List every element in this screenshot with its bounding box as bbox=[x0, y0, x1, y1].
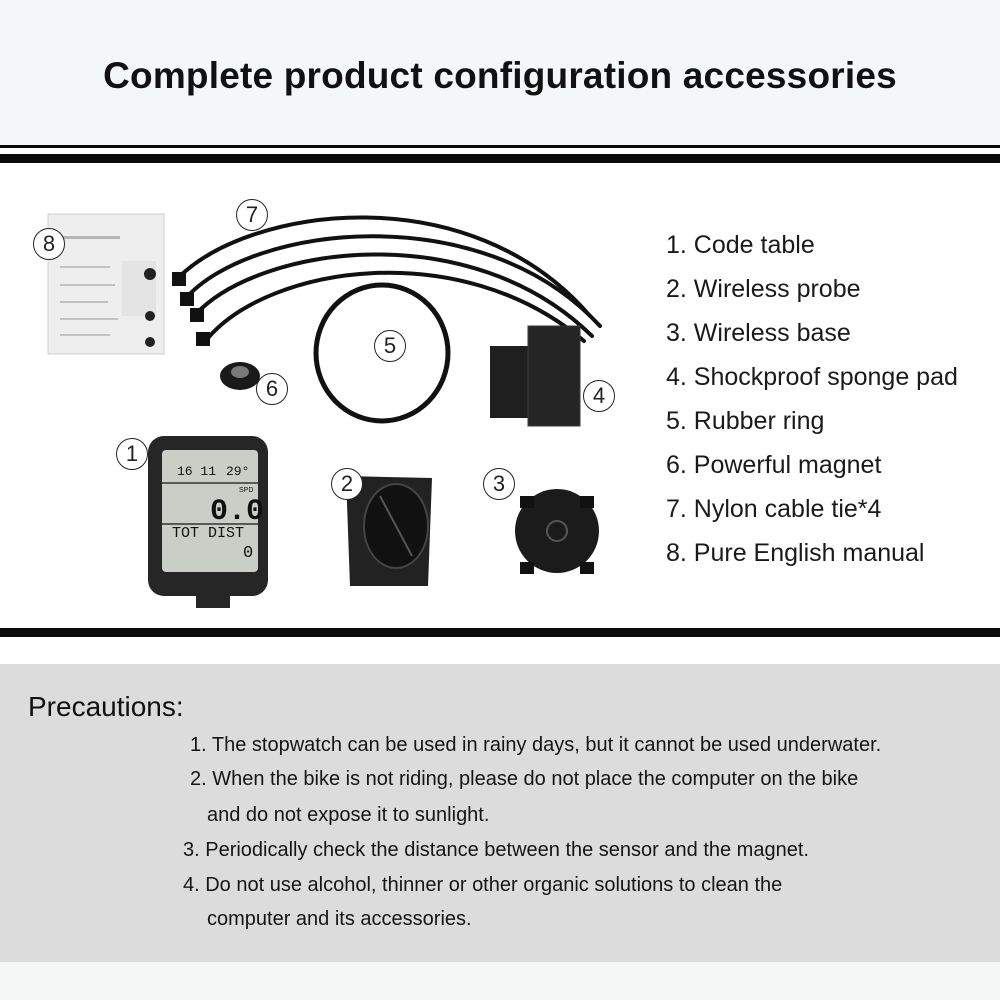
legend-item: 2. Wireless probe bbox=[666, 275, 861, 303]
legend-item: 1. Code table bbox=[666, 231, 815, 259]
legend-item: 7. Nylon cable tie*4 bbox=[666, 495, 882, 523]
precaution-line: 4. Do not use alcohol, thinner or other organic solutions to clean the bbox=[183, 874, 783, 896]
legend-item: 4. Shockproof sponge pad bbox=[666, 363, 958, 391]
bike-computer-image bbox=[148, 436, 268, 608]
precautions-section bbox=[0, 664, 1000, 962]
wireless-base-image bbox=[515, 489, 599, 574]
badge-5: 5 bbox=[374, 330, 406, 362]
legend-item: 6. Powerful magnet bbox=[666, 451, 882, 479]
product-photo-area bbox=[0, 166, 1000, 628]
device-dist-value: 0 bbox=[243, 544, 254, 563]
legend-item: 5. Rubber ring bbox=[666, 407, 825, 435]
nylon-cable-ties-image bbox=[178, 217, 600, 341]
device-dist-label: TOT DIST bbox=[172, 525, 245, 542]
device-temp: 29° bbox=[226, 464, 250, 479]
english-manual-image bbox=[48, 214, 164, 354]
device-spd-label: SPD bbox=[239, 487, 254, 494]
accessory-legend bbox=[666, 228, 958, 580]
sponge-pad-image bbox=[490, 326, 580, 426]
badge-4: 4 bbox=[583, 380, 615, 412]
header-band bbox=[0, 0, 1000, 145]
badge-7: 7 bbox=[236, 199, 268, 231]
footer-band bbox=[0, 962, 1000, 1000]
bottom-rule-thick bbox=[0, 628, 1000, 637]
badge-1: 1 bbox=[116, 438, 148, 470]
precaution-line: 1. The stopwatch can be used in rainy days, but it cannot be used underwater. bbox=[190, 734, 882, 756]
badge-8: 8 bbox=[33, 228, 65, 260]
badge-3: 3 bbox=[483, 468, 515, 500]
precaution-line: and do not expose it to sunlight. bbox=[207, 804, 490, 826]
page-title: Complete product configuration accessories bbox=[103, 55, 897, 96]
precaution-line: computer and its accessories. bbox=[207, 908, 472, 930]
legend-item: 3. Wireless base bbox=[666, 319, 851, 347]
precaution-line: 3. Periodically check the distance between the sensor and the magnet. bbox=[183, 839, 809, 861]
precautions-title: Precautions: bbox=[28, 691, 184, 722]
top-rule-thick bbox=[0, 154, 1000, 163]
magnet-image bbox=[220, 362, 260, 390]
badge-2: 2 bbox=[331, 468, 363, 500]
device-speed: 0.0 bbox=[210, 495, 265, 529]
precaution-line: 2. When the bike is not riding, please do not place the computer on the bike bbox=[190, 768, 859, 790]
badge-6: 6 bbox=[256, 373, 288, 405]
device-time: 16 11 bbox=[177, 464, 217, 479]
legend-item: 8. Pure English manual bbox=[666, 539, 925, 567]
